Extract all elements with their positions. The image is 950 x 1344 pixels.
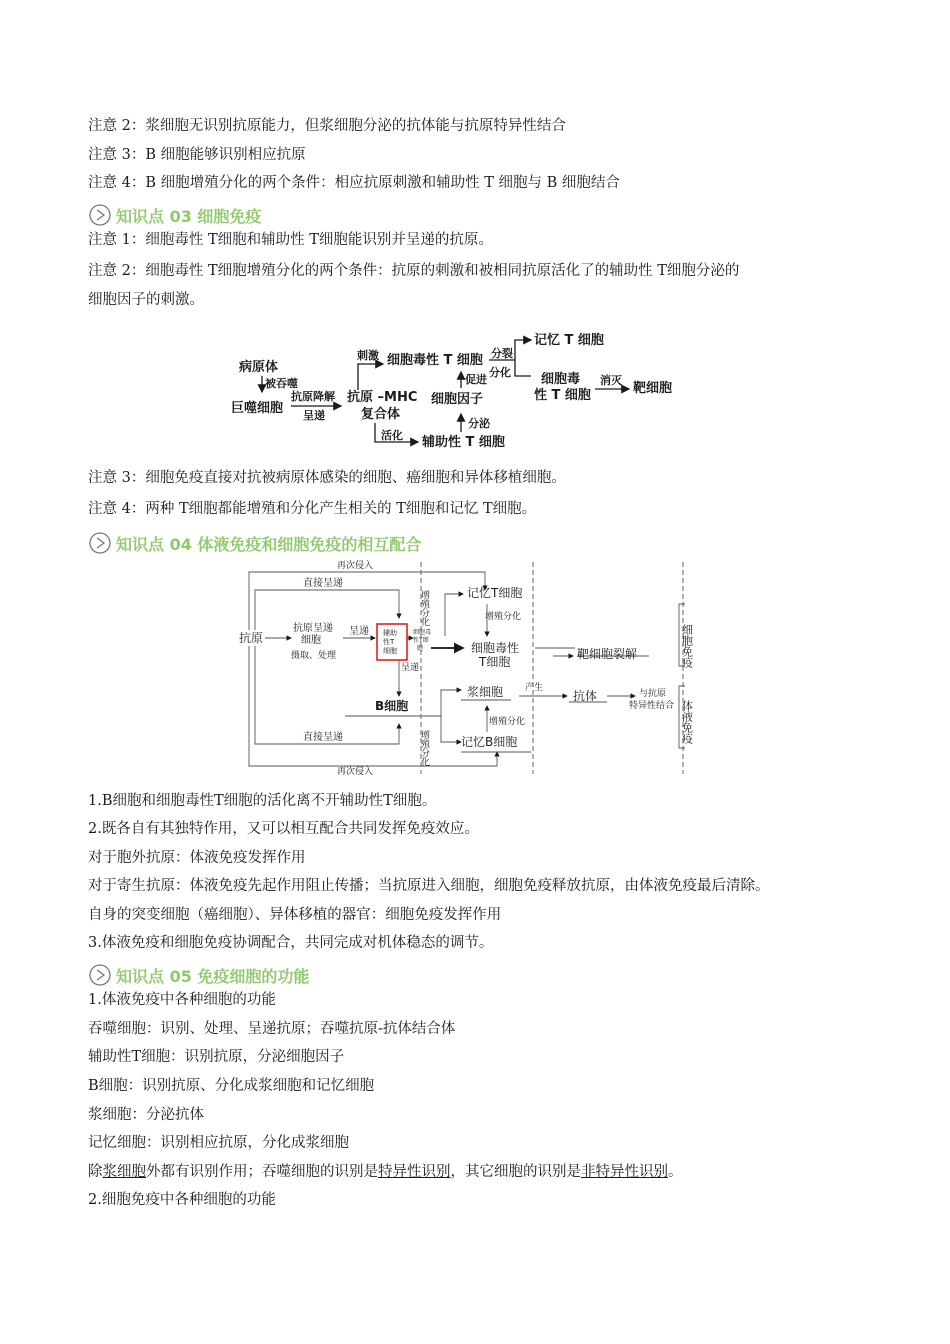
prolif-top-label: 增殖分化 bbox=[419, 590, 429, 626]
uptake-label: 摄取、处理 bbox=[291, 651, 337, 661]
stimulate-label: 刺激 bbox=[357, 349, 379, 362]
immune-cooperation-diagram bbox=[235, 556, 725, 776]
play-circle-icon bbox=[88, 203, 112, 227]
text-line: 1.B细胞和细胞毒性T细胞的活化离不开辅助性T细胞。 bbox=[88, 793, 437, 809]
section-title: 知识点 04 体液免疫和细胞免疫的相互配合 bbox=[116, 534, 422, 554]
pathogen-label: 病原体 bbox=[239, 360, 279, 375]
play-circle-icon bbox=[88, 531, 112, 555]
summary-text: 外都有识别作用；吞噬细胞的识别是 bbox=[146, 1164, 378, 1180]
apc-label-1: 抗原呈递 bbox=[293, 623, 333, 634]
memory-t-label: 记忆T细胞 bbox=[467, 586, 523, 600]
degrade-label: 抗原降解 bbox=[291, 390, 335, 403]
humoral-label: 体液免疫 bbox=[680, 700, 694, 744]
text-line: 3.体液免疫和细胞免疫协调配合，共同完成对机体稳态的调节。 bbox=[88, 935, 494, 951]
section-heading bbox=[88, 530, 421, 556]
summary-text: 除 bbox=[88, 1164, 103, 1180]
plasma-label: 浆细胞 bbox=[467, 685, 504, 699]
helper-label: 辅助性 T 细胞 bbox=[422, 435, 505, 450]
b-cell-label: B细胞 bbox=[375, 699, 409, 713]
bind-label-1: 与抗原 bbox=[639, 689, 667, 699]
cellular-immunity-diagram bbox=[225, 326, 685, 456]
ctl-label: 细胞毒性 T 细胞 bbox=[387, 353, 483, 368]
note-line: 注意 2：细胞毒性 T细胞增殖分化的两个条件：抗原的刺激和被相同抗原活化了的辅助性 T细胞分泌的 bbox=[88, 263, 740, 279]
text-line: 记忆细胞：识别相应抗原，分化成浆细胞 bbox=[88, 1135, 349, 1151]
summary-text: 。 bbox=[668, 1164, 683, 1180]
note-line: 注意 1：细胞毒性 T细胞和辅助性 T细胞能识别并呈递的抗原。 bbox=[88, 232, 493, 248]
text-line: 对于寄生抗原：体液免疫先起作用阻止传播；当抗原进入细胞，细胞免疫释放抗原，由体液免疫最后清除。 bbox=[88, 878, 770, 894]
effector-label-1: 细胞毒 bbox=[541, 372, 581, 387]
prolif-bottom-label: 增殖分化 bbox=[419, 730, 429, 766]
text-line: 吞噬细胞：识别、处理、呈递抗原；吞噬抗原-抗体结合体 bbox=[88, 1021, 456, 1037]
ctl-small-label-3: 胞 bbox=[417, 645, 424, 652]
ctl-small-label-2: 性T细 bbox=[413, 637, 429, 644]
cytokine-label: 细胞因子 bbox=[431, 392, 484, 407]
effector-label-2: 性 T 细胞 bbox=[534, 388, 591, 403]
text-line: 1.体液免疫中各种细胞的功能 bbox=[88, 992, 276, 1008]
target-lysis-label: 靶细胞裂解 bbox=[577, 647, 638, 661]
memory-b-label: 记忆B细胞 bbox=[461, 735, 518, 749]
section-heading bbox=[88, 202, 261, 228]
note-line: 注意 3：B 细胞能够识别相应抗原 bbox=[88, 147, 306, 163]
section-heading bbox=[88, 962, 309, 988]
summary-line bbox=[88, 1162, 683, 1182]
engulfed-label: 被吞噬 bbox=[265, 377, 298, 390]
text-line: 浆细胞：分泌抗体 bbox=[88, 1107, 204, 1123]
summary-underline: 浆细胞 bbox=[102, 1164, 146, 1180]
note-line: 注意 4：两种 T细胞都能增殖和分化产生相关的 T细胞和记忆 T细胞。 bbox=[88, 501, 537, 517]
direct-present-bottom-label: 直接呈递 bbox=[303, 732, 343, 743]
cellular-label: 细胞免疫 bbox=[680, 624, 694, 668]
helper-label-1: 辅助 bbox=[383, 629, 397, 637]
present-down-label: 呈递 bbox=[401, 663, 420, 673]
text-line: 辅助性T细胞：识别抗原，分泌细胞因子 bbox=[88, 1049, 345, 1065]
ctl-small-label-1: 细胞毒 bbox=[413, 629, 432, 636]
note-line: 注意 2：浆细胞无识别抗原能力，但浆细胞分泌的抗体能与抗原特异性结合 bbox=[88, 118, 566, 134]
text-line: 对于胞外抗原：体液免疫发挥作用 bbox=[88, 850, 306, 866]
direct-present-top-label: 直接呈递 bbox=[303, 578, 343, 589]
note-line: 注意 3：细胞免疫直接对抗被病原体感染的细胞、癌细胞和异体移植细胞。 bbox=[88, 470, 566, 486]
prolif-b-label: 增殖分化 bbox=[489, 717, 526, 727]
text-line: B细胞：识别抗原、分化成浆细胞和记忆细胞 bbox=[88, 1078, 375, 1094]
prolif-mid-label: 增殖分化 bbox=[485, 612, 522, 622]
text-line: 2.既各自有其独特作用，又可以相互配合共同发挥免疫效应。 bbox=[88, 821, 479, 837]
section-title: 知识点 03 细胞免疫 bbox=[116, 206, 262, 226]
summary-underline: 非特异性识别 bbox=[581, 1164, 668, 1180]
reinvade-top-label: 再次侵入 bbox=[337, 561, 374, 571]
present-label: 呈递 bbox=[303, 409, 325, 422]
divide-label: 分裂 bbox=[491, 347, 513, 360]
play-circle-icon bbox=[88, 963, 112, 987]
section-title: 知识点 05 免疫细胞的功能 bbox=[116, 966, 310, 986]
target-label: 靶细胞 bbox=[633, 381, 673, 396]
secrete-label: 分泌 bbox=[468, 417, 490, 430]
antibody-label: 抗体 bbox=[573, 689, 598, 703]
activate-label: 活化 bbox=[381, 429, 403, 442]
helper-label-2: 性T bbox=[383, 638, 395, 646]
memory-t-label: 记忆 T 细胞 bbox=[534, 333, 604, 348]
helper-label-3: 细胞 bbox=[383, 647, 397, 655]
bind-label-2: 特异性结合 bbox=[629, 701, 675, 711]
promote-label: 促进 bbox=[465, 373, 487, 386]
apc-label-2: 细胞 bbox=[301, 635, 321, 646]
eliminate-label: 消灭 bbox=[600, 374, 622, 387]
ctl-label-2: T细胞 bbox=[479, 655, 511, 669]
present-label: 呈递 bbox=[349, 626, 369, 637]
complex-label-1: 抗原 –MHC bbox=[347, 390, 418, 405]
produce-label: 产生 bbox=[525, 683, 544, 693]
text-line: 2.细胞免疫中各种细胞的功能 bbox=[88, 1192, 276, 1208]
antigen-label: 抗原 bbox=[239, 631, 264, 645]
note-line: 细胞因子的刺激。 bbox=[88, 292, 204, 308]
differentiate-label: 分化 bbox=[489, 366, 511, 379]
summary-underline: 特异性识别 bbox=[378, 1164, 451, 1180]
complex-label-2: 复合体 bbox=[361, 407, 401, 422]
ctl-label-1: 细胞毒性 bbox=[471, 641, 520, 655]
macrophage-label: 巨噬细胞 bbox=[231, 401, 284, 416]
note-line: 注意 4：B 细胞增殖分化的两个条件：相应抗原刺激和辅助性 T 细胞与 B 细胞结合 bbox=[88, 175, 620, 191]
reinvade-bottom-label: 再次侵入 bbox=[337, 767, 374, 777]
summary-text: ，其它细胞的识别是 bbox=[450, 1164, 581, 1180]
text-line: 自身的突变细胞（癌细胞）、异体移植的器官：细胞免疫发挥作用 bbox=[88, 907, 502, 923]
